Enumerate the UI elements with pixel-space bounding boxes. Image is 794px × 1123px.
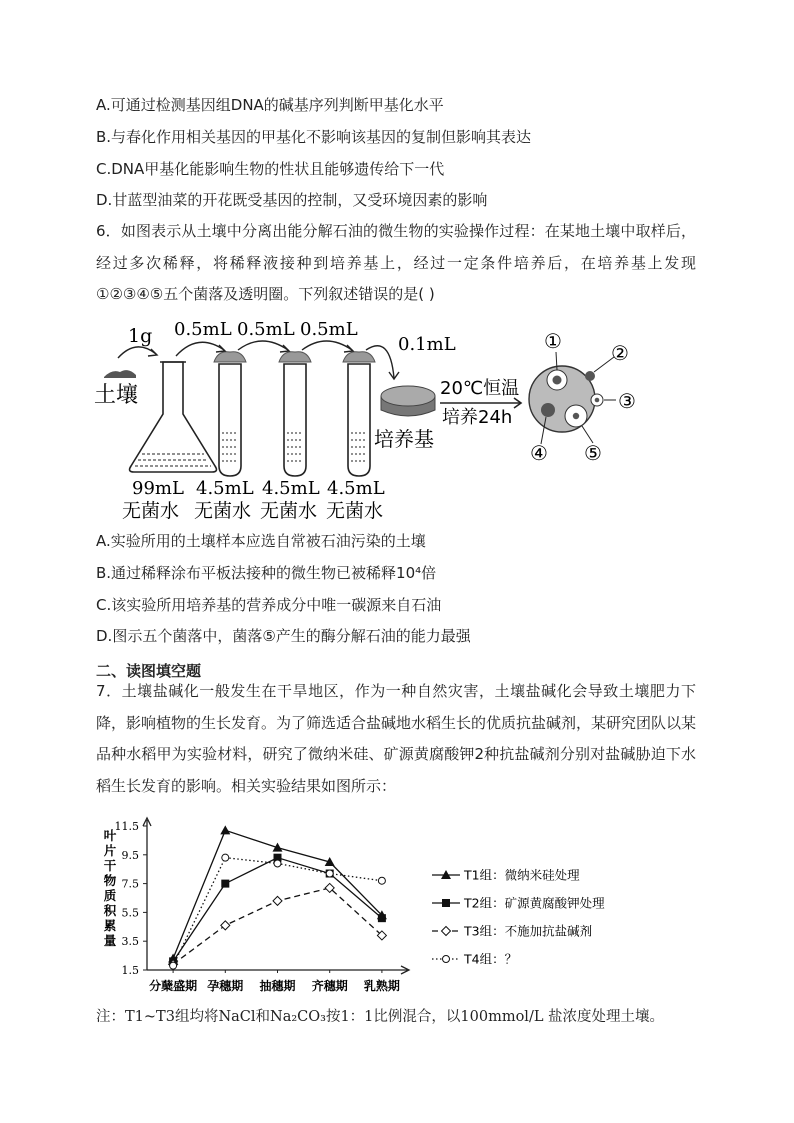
colony-label-3: ③	[618, 389, 636, 413]
q6-option-a: A.实验所用的土壤样本应选自常被石油污染的土壤	[96, 532, 426, 550]
legend-marker-t2	[442, 899, 450, 907]
y-tick-label: 3.5	[121, 935, 139, 949]
q7-note: 注：T1~T3组均将NaCl和Na₂CO₃按1：1比例混合，以100mmol/L 盐浓度处理土壤。	[96, 1009, 665, 1025]
data-point-t1	[220, 825, 230, 834]
data-point-t4	[378, 877, 385, 884]
legend-marker-t4	[443, 956, 450, 963]
colony-label-2: ②	[611, 341, 629, 365]
q6-option-b: B.通过稀释涂布平板法接种的微生物已被稀释10⁴倍	[96, 564, 437, 582]
q5-option-a: A.可通过检测基因组DNA的碱基序列判断甲基化水平	[96, 96, 444, 114]
x-tick-label: 孕穗期	[207, 979, 244, 993]
x-tick-label: 齐穗期	[311, 979, 348, 993]
tube-volume-2: 4.5mL	[262, 478, 320, 499]
section-title: 二、读图填空题	[96, 662, 202, 680]
y-axis-label-char: 积	[103, 903, 117, 918]
legend-label-t1: T1组：微纳米硅处理	[464, 867, 580, 883]
tube-volume-1: 4.5mL	[196, 478, 254, 499]
data-point-t4	[274, 860, 281, 867]
water-label-4: 无菌水	[326, 500, 384, 522]
y-axis-label-char: 干	[103, 858, 117, 873]
legend-label-t3: T3组：不施加抗盐碱剂	[464, 923, 593, 939]
soil-pile-icon	[104, 370, 136, 378]
x-tick-label: 分蘖盛期	[149, 979, 198, 993]
medium-label: 培养基	[374, 427, 434, 451]
soil-label: 土壤	[94, 383, 139, 408]
q6-option-d: D.图示五个菌落中，菌落⑤产生的酶分解石油的能力最强	[96, 627, 471, 645]
y-tick-label: 5.5	[121, 906, 139, 920]
q6-stem: 6．如图表示从土壤中分离出能分解石油的微生物的实验操作过程：在某地土壤中取样后，经过多次稀释，将稀释液接种到培养基上，经过一定条件培养后，在培养基上发现①②③④⑤五个菌落及透明圈。下列叙述错误的是( )	[96, 222, 696, 303]
q7-line-chart	[90, 810, 650, 1000]
q5-option-d: D.甘蓝型油菜的开花既受基因的控制，又受环境因素的影响	[96, 191, 488, 209]
q6-experiment-figure	[90, 318, 690, 523]
x-tick-label: 乳熟期	[363, 979, 400, 993]
data-point-t2	[378, 914, 386, 922]
colony-4	[541, 403, 555, 417]
colony-label-1: ①	[544, 329, 562, 353]
flask-icon	[130, 362, 217, 472]
plate-volume: 0.1mL	[398, 334, 456, 355]
data-point-t4	[170, 962, 177, 969]
test-tube-2	[279, 352, 311, 476]
data-point-t4	[326, 870, 333, 877]
transfer-volume-1: 0.5mL	[174, 319, 232, 340]
flask-volume: 99mL	[132, 478, 184, 499]
y-axis-label-char: 量	[103, 933, 117, 948]
petri-dish-icon	[529, 366, 603, 432]
q5-option-b: B.与春化作用相关基因的甲基化不影响该基因的复制但影响其表达	[96, 128, 532, 146]
culture-medium-icon	[381, 386, 435, 416]
q6-option-c: C.该实验所用培养基的营养成分中唯一碳源来自石油	[96, 596, 442, 614]
data-point-t3	[273, 896, 282, 905]
series-line-t4	[173, 858, 382, 966]
y-tick-label: 1.5	[121, 964, 139, 977]
legend-marker-t3	[442, 927, 451, 936]
water-label-2: 无菌水	[194, 500, 252, 522]
water-label-1: 无菌水	[122, 500, 180, 522]
transfer-volume-3: 0.5mL	[300, 319, 358, 340]
y-axis-label-char: 片	[103, 843, 117, 858]
y-tick-label: 11.5	[114, 820, 139, 833]
data-point-t4	[222, 854, 229, 861]
condition-line-2: 培养24h	[442, 407, 513, 428]
test-tube-3	[343, 352, 375, 476]
series-line-t2	[173, 858, 382, 962]
colony-label-5: ⑤	[584, 441, 602, 465]
test-tube-1	[214, 352, 246, 476]
legend-label-t2: T2组：矿源黄腐酸钾处理	[464, 895, 605, 911]
soil-mass-label: 1g	[128, 325, 153, 347]
data-point-t2	[221, 880, 229, 888]
y-axis-label-char: 质	[103, 888, 117, 903]
condition-line-1: 20℃恒温	[440, 378, 520, 399]
colony-label-4: ④	[530, 441, 548, 465]
x-tick-label: 抽穗期	[259, 979, 296, 993]
legend-label-t4: T4组：？	[464, 951, 518, 967]
y-axis-label-char: 叶	[103, 828, 117, 843]
y-tick-label: 7.5	[121, 877, 139, 891]
y-tick-label: 9.5	[121, 848, 139, 862]
water-label-3: 无菌水	[260, 500, 318, 522]
q7-stem: 7．土壤盐碱化一般发生在干旱地区，作为一种自然灾害，土壤盐碱化会导致土壤肥力下降，影响植物的生长发育。为了筛选适合盐碱地水稻生长的优质抗盐碱剂，某研究团队以某品种水稻甲为实验材料，研究了微纳米硅、矿源黄腐酸钾2种抗盐碱剂分别对盐碱胁迫下水稻生长发育的影响。相关实验结果如图所示：	[96, 682, 697, 795]
y-axis-label-char: 物	[103, 873, 117, 888]
tube-volume-3: 4.5mL	[327, 478, 385, 499]
colony-2	[585, 371, 595, 381]
transfer-volume-2: 0.5mL	[237, 319, 295, 340]
q5-option-c: C.DNA甲基化能影响生物的性状且能够遗传给下一代	[96, 160, 445, 178]
y-axis-label-char: 累	[103, 918, 117, 933]
